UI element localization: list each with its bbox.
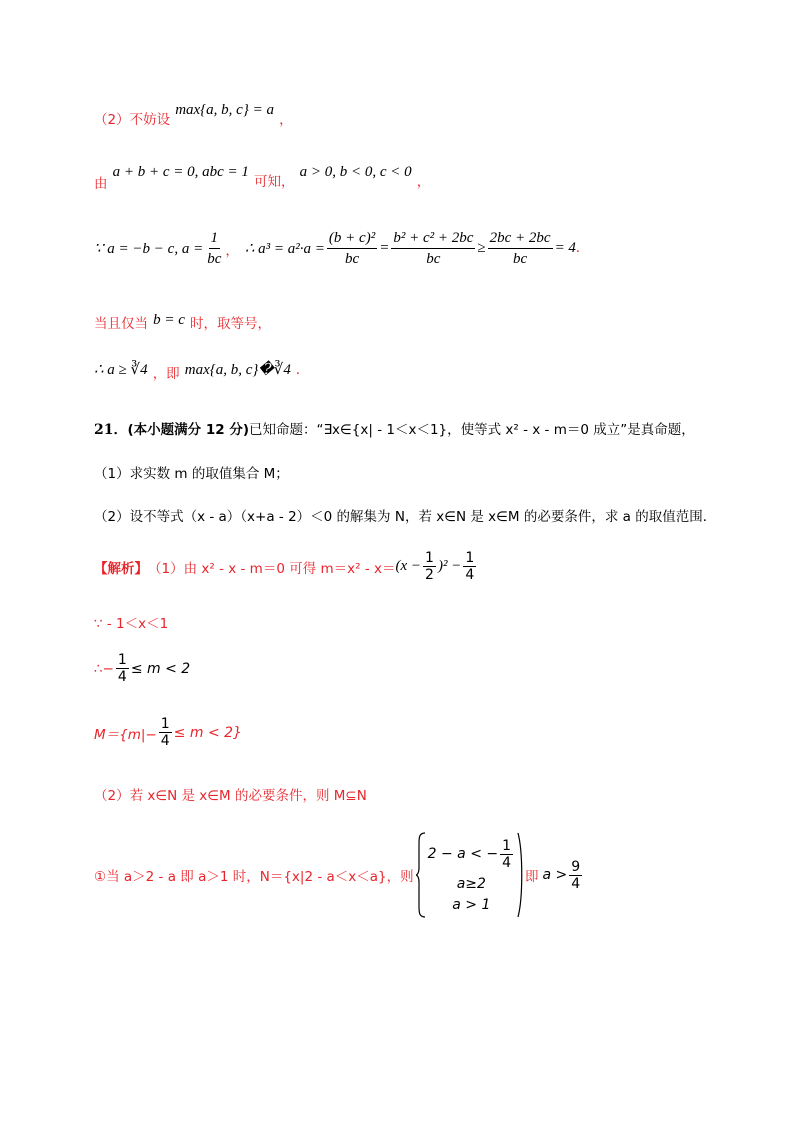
fraction-one-half [423, 550, 436, 583]
question-number: 21． [94, 422, 128, 438]
result-value: = 4 [554, 240, 576, 256]
system-row-1 [428, 834, 515, 874]
frac-num: 2bc + 2bc [488, 228, 553, 249]
fraction-one-quarter [116, 652, 129, 685]
set-prefix: M＝{m|− [94, 726, 157, 743]
namely-text: ，即 [152, 366, 180, 382]
equality-text-1: 当且仅当 [94, 316, 148, 332]
row1-prefix: 2 − a < − [427, 846, 499, 862]
frac-den: 4 [117, 669, 127, 685]
sign-formula: a > 0, b < 0, c < 0 [299, 164, 412, 180]
because-range: ∵ - 1＜x＜1 [94, 616, 169, 632]
frac-num: 1 [160, 716, 170, 732]
period: . [575, 240, 580, 256]
question-stem-text: 已知命题：“∃x∈{x| - 1＜x＜1}，使等式 x² - x - m＝0 成立”是真命题， [249, 422, 695, 438]
frac-num: 9 [571, 858, 581, 875]
max-formula: max{a, b, c} = a [175, 102, 274, 118]
therefore-prefix: ∴− [94, 660, 114, 677]
comma: ， [416, 174, 431, 190]
solution-step-1 [94, 550, 478, 583]
equality-condition-line [94, 308, 271, 332]
case-1-line [94, 832, 584, 918]
solution-tag: 【解析】 [94, 560, 148, 577]
frac-num: b² + c² + 2bc [391, 228, 475, 249]
therefore-formula: ∴ a³ = a²·a = [244, 241, 325, 257]
therefore-tail: ≤ m < 2 [130, 660, 191, 677]
frac-num: 1 [425, 550, 434, 566]
system-row-2: a≥2 [456, 876, 486, 892]
question-21-stem [94, 418, 695, 439]
set-tail: ≤ m < 2} [173, 724, 242, 741]
conclusion-line [94, 358, 300, 382]
separator: ， [225, 242, 239, 259]
frac-num: 1 [209, 228, 221, 249]
system-rows [428, 834, 515, 916]
by-condition-line [94, 160, 431, 192]
question-21-sub1: （1）求实数 m 的取值集合 M； [94, 466, 289, 482]
equals-sign: = [379, 240, 390, 256]
system-of-inequalities [416, 832, 525, 918]
geq-sign: ≥ [477, 240, 486, 256]
period: . [295, 362, 300, 378]
frac-den: 2 [425, 567, 434, 583]
equality-formula: b = c [153, 312, 185, 328]
frac-den: bc [344, 251, 360, 267]
fraction-1-over-bc [205, 228, 223, 269]
right-paren-icon [517, 832, 525, 918]
fraction-expanded [391, 228, 475, 269]
frac-den: 4 [502, 854, 512, 871]
set-m-definition [94, 716, 242, 749]
frac-num: 1 [465, 550, 475, 566]
fraction-lower-bound [488, 228, 553, 269]
left-brace-icon [416, 832, 426, 918]
part2-label: （2）不妨设 [94, 112, 171, 128]
frac-den: 4 [571, 875, 581, 892]
case-1-result-prefix: a > [542, 867, 568, 883]
question-score: (本小题满分 12 分) [127, 422, 250, 438]
case-1-ji: 即 [525, 869, 539, 885]
frac-den: bc [426, 251, 441, 267]
frac-num: 1 [502, 837, 512, 854]
frac-den: 4 [465, 567, 475, 583]
because-formula: ∵ a = −b − c, a = [94, 241, 204, 257]
frac-den: bc [207, 251, 222, 267]
fraction-one-quarter [463, 550, 476, 583]
part2-intro-line [94, 98, 293, 128]
frac-den: 4 [160, 733, 170, 749]
frac-den: bc [513, 251, 528, 267]
by-prefix: 由 [94, 176, 108, 192]
fraction-nine-quarters [569, 859, 582, 892]
fraction-one-quarter [500, 838, 513, 871]
case-1-text: ①当 a＞2 - a 即 a＞1 时，N＝{x|2 - a＜x＜a}，则 [94, 869, 414, 885]
question-21-sub2: （2）设不等式（x - a）（x+a - 2）＜0 的解集为 N，若 x∈N 是 x∈M 的必要条件，求 a 的取值范围． [94, 509, 717, 525]
max-conclusion-formula: max{a, b, c}�∛4 [184, 362, 291, 378]
known-text: 可知， [254, 174, 295, 190]
solution-part-2: （2）若 x∈N 是 x∈M 的必要条件，则 M⊆N [94, 788, 367, 804]
solution-step1-text: （1）由 x² - x - m＝0 可得 m＝x² - x＝ [148, 560, 396, 577]
fraction-one-quarter [159, 716, 172, 749]
fraction-b-plus-c-squared [327, 228, 377, 269]
system-row-3: a > 1 [452, 897, 491, 913]
condition-formula: a + b + c = 0, abc = 1 [112, 164, 249, 180]
equality-text-2: 时，取等号， [189, 316, 271, 332]
therefore-range [94, 652, 190, 685]
inequality-derivation-line [94, 228, 580, 269]
frac-num: 1 [117, 652, 127, 668]
frac-num: (b + c)² [327, 228, 377, 249]
conclusion-formula: ∴ a ≥ ∛4 [94, 362, 148, 378]
comma: ， [279, 112, 293, 128]
step1-tail: )² − [437, 558, 462, 574]
step1-formula: (x − [395, 558, 422, 574]
